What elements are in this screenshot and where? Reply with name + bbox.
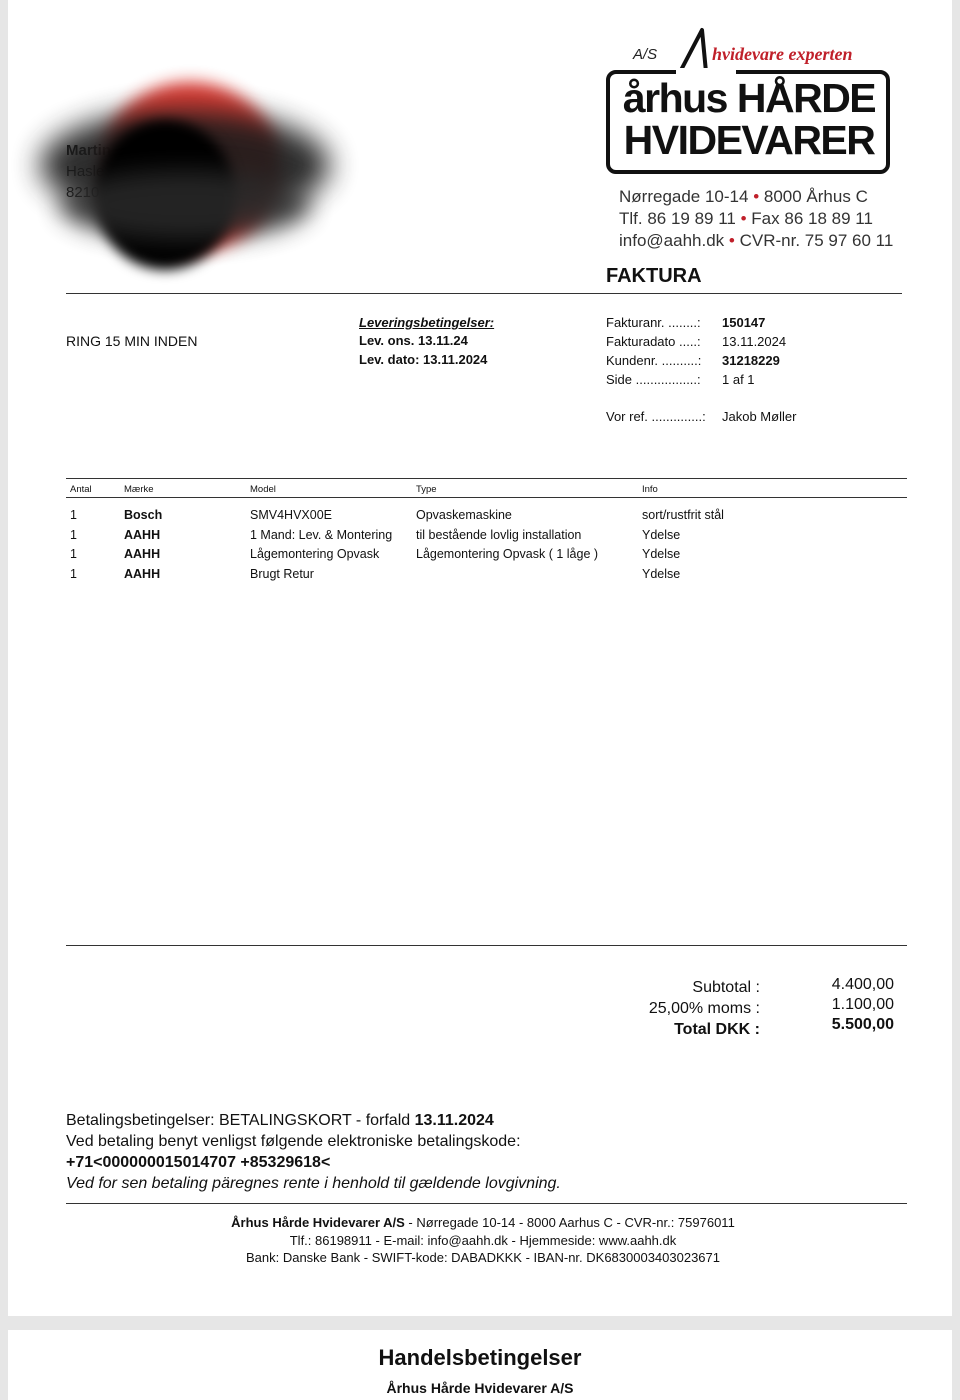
divider (66, 1203, 907, 1204)
payment-instruction: Ved betaling benyt venligst følgende elektroniske betalingskode: (66, 1133, 521, 1150)
ref-label: Vor ref. ..............: (606, 409, 706, 424)
cell-antal: 1 (70, 508, 77, 522)
company-fax: Fax 86 18 89 11 (751, 209, 873, 228)
subtotal-label: Subtotal : (692, 979, 760, 996)
subtotal-value: 4.400,00 (831, 976, 894, 993)
logo-line1: århus HÅRDE (622, 75, 876, 121)
header-type: Type (416, 484, 437, 495)
header-model: Model (250, 484, 276, 495)
invoice-meta (606, 313, 786, 389)
invoice-date-label: Fakturadato .....: (606, 334, 701, 349)
cell-antal: 1 (70, 566, 77, 581)
table-row (66, 547, 900, 567)
company-cvr: CVR-nr. 75 97 60 11 (739, 231, 894, 250)
cell-maerke: AAHH (124, 527, 161, 542)
cell-model: Lågemontering Opvask (250, 547, 380, 561)
header-antal: Antal (70, 484, 92, 495)
ref-value: Jakob Møller (722, 409, 797, 424)
payment-code: +71<000000015014707 +85329618< (66, 1154, 331, 1171)
company-contact (619, 186, 893, 252)
footer-address: - Nørregade 10-14 - 8000 Aarhus C - CVR-nr.: 75976011 (404, 1215, 735, 1230)
total-value: 5.500,00 (831, 1016, 894, 1033)
dot-icon: • (740, 209, 747, 228)
divider (66, 293, 902, 294)
cell-maerke: AAHH (124, 547, 161, 561)
table-header-rule (66, 497, 907, 498)
late-payment-note: Ved for sen betaling päregnes rente i henhold til gældende lovgivning. (66, 1175, 561, 1192)
terms-subtitle: Århus Hårde Hvidevarer A/S (386, 1380, 574, 1396)
cell-info: Ydelse (642, 527, 681, 542)
delivery-line1: Lev. ons. 13.11.24 (359, 333, 468, 348)
footer-contact: Tlf.: 86198911 - E-mail: info@aahh.dk - Hjemmeside: www.aahh.dk (289, 1232, 677, 1248)
cell-type: Lågemontering Opvask ( 1 låge ) (416, 547, 599, 561)
page-number: 1 af 1 (722, 372, 755, 387)
header-maerke: Mærke (124, 484, 154, 495)
logo-speech-tail-icon (676, 26, 736, 74)
company-email: info@aahh.dk (619, 231, 725, 250)
customer-no: 31218229 (722, 353, 780, 368)
invoice-footer (66, 1214, 900, 1267)
page-label: Side .................: (606, 372, 701, 387)
cell-info: Ydelse (642, 566, 681, 581)
delivery-title: Leveringsbetingelser: (359, 315, 495, 330)
table-row (66, 567, 900, 587)
delivery-line2: Lev. dato: 13.11.2024 (359, 352, 488, 367)
footer-bank: Bank: Danske Bank - SWIFT-kode: DABADKKK - IBAN-nr. DK6830003403023671 (245, 1250, 721, 1265)
invoice-date: 13.11.2024 (722, 334, 787, 349)
cell-antal: 1 (70, 527, 77, 542)
dot-icon: • (753, 187, 760, 206)
footer-company: Århus Hårde Hvidevarer A/S (231, 1215, 405, 1230)
payment-terms (66, 1110, 561, 1194)
company-addr-b: 8000 Århus C (763, 187, 868, 206)
logo-as: A/S (633, 46, 658, 63)
invoice-no: 150147 (722, 315, 766, 330)
cell-info: Ydelse (642, 547, 681, 561)
table-row (66, 508, 900, 528)
payment-due-date: 13.11.2024 (414, 1112, 494, 1129)
logo-tagline: hvidevare experten (712, 44, 853, 64)
terms-title: Handelsbetingelser (378, 1345, 582, 1370)
cell-info: sort/rustfrit stål (642, 508, 724, 522)
cell-model: SMV4HVX00E (250, 508, 332, 522)
cell-maerke: AAHH (124, 566, 161, 581)
cell-type: Opvaskemaskine (416, 508, 512, 522)
vat-value: 1.100,00 (831, 996, 894, 1013)
divider (66, 945, 907, 946)
cell-model: 1 Mand: Lev. & Montering (250, 527, 393, 542)
cell-model: Brugt Retur (250, 566, 314, 581)
header-info: Info (642, 484, 658, 495)
total-label: Total DKK : (674, 1021, 760, 1038)
cell-antal: 1 (70, 547, 77, 561)
cell-maerke: Bosch (124, 508, 163, 522)
company-addr-a: Nørregade 10-14 (619, 187, 749, 206)
document-title: FAKTURA (606, 265, 702, 287)
payment-terms-text: Betalingsbetingelser: BETALINGSKORT - forfald (66, 1112, 415, 1129)
vat-label: 25,00% moms : (648, 1000, 760, 1017)
delivery-note: RING 15 MIN INDEN (66, 333, 198, 349)
company-tel: Tlf. 86 19 89 11 (619, 209, 736, 228)
customer-no-label: Kundenr. ..........: (606, 353, 702, 368)
cell-type: til bestående lovlig installation (416, 527, 582, 542)
invoice-no-label: Fakturanr. ........: (606, 315, 701, 330)
table-header (66, 484, 900, 497)
dot-icon: • (728, 231, 735, 250)
table-row (66, 528, 900, 548)
logo-line2: HVIDEVARER (623, 117, 875, 163)
table-top-rule (66, 478, 907, 479)
reference (606, 409, 796, 424)
line-items-table (66, 484, 900, 586)
